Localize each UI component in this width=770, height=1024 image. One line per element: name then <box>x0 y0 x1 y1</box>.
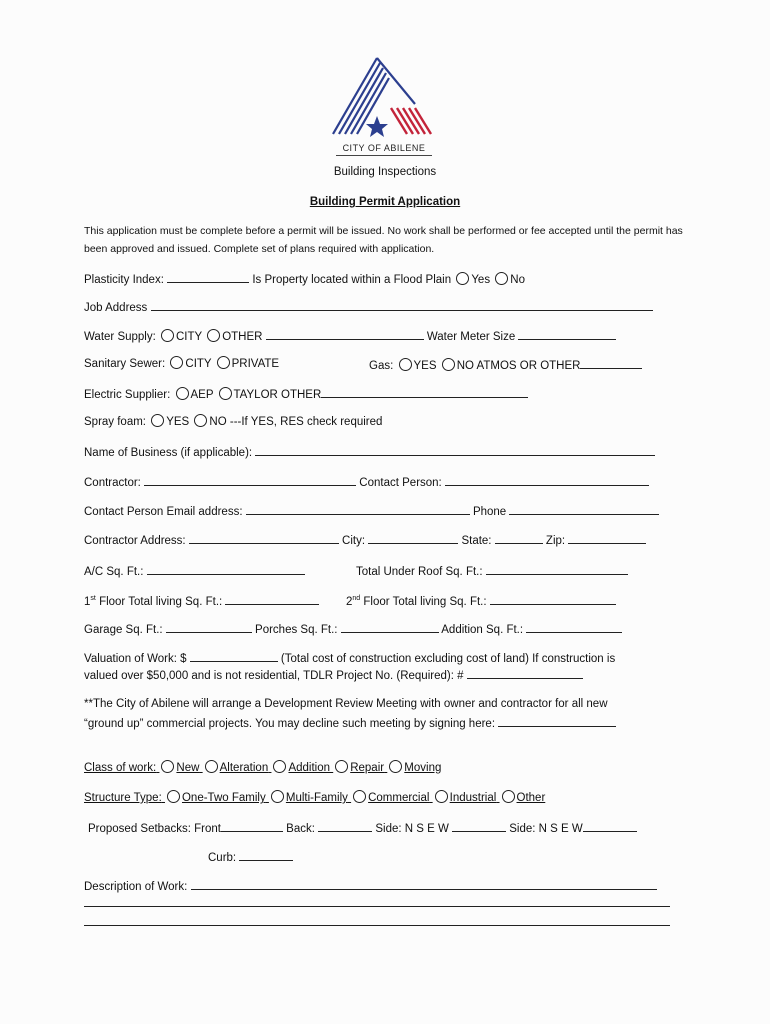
electric-other-label: OTHER <box>281 389 322 401</box>
setbacks-label: Proposed Setbacks: Front <box>88 823 221 835</box>
review-signature-field[interactable] <box>498 714 616 727</box>
tdlr-row <box>84 666 583 682</box>
garage-row <box>84 620 622 636</box>
garage-field[interactable] <box>166 620 252 633</box>
sanitary-sewer-label: Sanitary Sewer: <box>84 358 166 370</box>
plasticity-row <box>84 270 525 286</box>
state-field[interactable] <box>495 531 543 544</box>
electric-aep-radio[interactable] <box>176 387 189 400</box>
valuation-row <box>84 649 615 665</box>
class-of-work-row <box>84 760 441 776</box>
job-address-field[interactable] <box>151 298 653 311</box>
first-floor-row <box>84 591 319 607</box>
class-repair-radio[interactable] <box>335 760 348 773</box>
sewer-city-radio[interactable] <box>170 356 183 369</box>
total-roof-field[interactable] <box>486 562 628 575</box>
setback-back-field[interactable] <box>318 819 372 832</box>
tdlr-label: valued over $50,000 and is not residential, TDLR Project No. (Required): # <box>84 670 464 682</box>
form-title: Building Permit Application <box>309 196 461 208</box>
gas-yes-label: YES <box>413 360 437 372</box>
contractor-row <box>84 473 649 489</box>
water-other-field[interactable] <box>266 327 424 340</box>
addition-label: Addition Sq. Ft.: <box>441 624 524 636</box>
contact-email-field[interactable] <box>246 502 470 515</box>
spray-no-label: NO <box>209 416 227 428</box>
flood-no-label: No <box>510 274 525 286</box>
water-meter-label: Water Meter Size <box>426 331 516 343</box>
phone-field[interactable] <box>509 502 659 515</box>
valuation-note: (Total cost of construction excluding cost of land) If construction is <box>280 653 616 665</box>
structure-commercial-radio[interactable] <box>353 790 366 803</box>
water-meter-field[interactable] <box>518 327 616 340</box>
first-floor-field[interactable] <box>225 592 319 605</box>
ac-sqft-row <box>84 562 305 578</box>
electric-other-field[interactable] <box>321 385 528 398</box>
business-name-field[interactable] <box>255 443 655 456</box>
flood-no-radio[interactable] <box>495 272 508 285</box>
zip-label: Zip: <box>545 535 566 547</box>
contractor-address-row <box>84 531 646 547</box>
water-other-radio[interactable] <box>207 329 220 342</box>
sewer-row <box>84 356 279 372</box>
setback-back-label: Back: <box>286 823 315 835</box>
first-floor-label: 1st Floor Total living Sq. Ft.: <box>84 595 223 608</box>
sewer-private-label: PRIVATE <box>231 358 280 370</box>
phone-label: Phone <box>472 506 507 518</box>
setback-side1-label: Side: N S E W <box>375 823 449 835</box>
structure-multi-label: Multi-Family <box>285 792 348 804</box>
contractor-label: Contractor: <box>84 477 141 489</box>
class-of-work-label: Class of work: <box>84 762 157 774</box>
electric-label: Electric Supplier: <box>84 389 171 401</box>
class-alteration-label: Alteration <box>219 762 269 774</box>
review-text-1: **The City of Abilene will arrange a Development Review Meeting with owner and contractor for all new <box>84 698 608 710</box>
city-field[interactable] <box>368 531 458 544</box>
class-addition-radio[interactable] <box>273 760 286 773</box>
description-field[interactable] <box>191 877 657 890</box>
business-row <box>84 443 655 459</box>
structure-other-radio[interactable] <box>502 790 515 803</box>
spray-yes-radio[interactable] <box>151 414 164 427</box>
structure-one-two-radio[interactable] <box>167 790 180 803</box>
electric-taylor-label: TAYLOR <box>233 389 278 401</box>
gas-no-label: NO <box>456 360 474 372</box>
gas-atmos-label: ATMOS OR OTHER <box>476 360 581 372</box>
gas-yes-radio[interactable] <box>399 358 412 371</box>
structure-industrial-radio[interactable] <box>435 790 448 803</box>
porches-label: Porches Sq. Ft.: <box>255 624 338 636</box>
contact-person-label: Contact Person: <box>359 477 442 489</box>
second-floor-field[interactable] <box>490 592 616 605</box>
electric-aep-label: AEP <box>190 389 214 401</box>
city-name: CITY OF ABILENE <box>336 143 432 156</box>
class-moving-radio[interactable] <box>389 760 402 773</box>
water-other-label: OTHER <box>222 331 263 343</box>
class-repair-label: Repair <box>350 762 385 774</box>
class-alteration-radio[interactable] <box>205 760 218 773</box>
class-addition-label: Addition <box>288 762 330 774</box>
city-of-abilene-logo <box>327 52 437 144</box>
electric-row <box>84 385 528 401</box>
structure-commercial-label: Commercial <box>368 792 430 804</box>
spray-foam-row <box>84 414 382 430</box>
job-address-label: Job Address <box>84 302 148 314</box>
garage-label: Garage Sq. Ft.: <box>84 624 163 636</box>
description-line-2[interactable] <box>84 906 670 907</box>
structure-type-label: Structure Type: <box>84 792 162 804</box>
flood-yes-label: Yes <box>471 274 491 286</box>
structure-one-two-label: One-Two Family <box>181 792 266 804</box>
zip-field[interactable] <box>568 531 646 544</box>
structure-other-label: Other <box>516 792 546 804</box>
plasticity-label: Plasticity Index: <box>84 274 164 286</box>
total-roof-label: Total Under Roof Sq. Ft.: <box>356 566 483 578</box>
review-line-1 <box>84 696 608 712</box>
email-row <box>84 502 659 518</box>
curb-field[interactable] <box>239 848 293 861</box>
flood-plain-label: Is Property located within a Flood Plain <box>252 274 452 286</box>
water-supply-label: Water Supply: <box>84 331 156 343</box>
contact-person-field[interactable] <box>445 473 649 486</box>
state-label: State: <box>461 535 492 547</box>
gas-label: Gas: <box>369 360 394 372</box>
tdlr-field[interactable] <box>467 666 583 679</box>
water-city-label: CITY <box>176 331 202 343</box>
structure-type-row <box>84 790 545 806</box>
job-address-row <box>84 298 653 314</box>
second-floor-row <box>346 591 616 607</box>
spray-foam-label: Spray foam: <box>84 416 146 428</box>
addition-field[interactable] <box>526 620 622 633</box>
review-line-2 <box>84 714 616 730</box>
class-new-label: New <box>176 762 200 774</box>
flood-yes-radio[interactable] <box>456 272 469 285</box>
class-new-radio[interactable] <box>161 760 174 773</box>
porches-field[interactable] <box>341 620 439 633</box>
setbacks-row <box>88 819 637 835</box>
structure-industrial-label: Industrial <box>449 792 497 804</box>
sewer-city-label: CITY <box>185 358 212 370</box>
contractor-address-field[interactable] <box>189 531 339 544</box>
contact-email-label: Contact Person Email address: <box>84 506 243 518</box>
electric-taylor-radio[interactable] <box>219 387 232 400</box>
ac-sqft-label: A/C Sq. Ft.: <box>84 566 144 578</box>
spray-yes-label: YES <box>166 416 190 428</box>
description-line-3[interactable] <box>84 925 670 926</box>
valuation-label: Valuation of Work: $ <box>84 653 187 665</box>
description-row <box>84 877 657 893</box>
setback-front-field[interactable] <box>221 819 283 832</box>
water-supply-row <box>84 327 616 343</box>
spray-note: ---If YES, RES check required <box>229 416 383 428</box>
gas-row <box>369 356 642 372</box>
gas-no-radio[interactable] <box>442 358 455 371</box>
setback-side2-field[interactable] <box>583 819 637 832</box>
department-name: Building Inspections <box>333 166 437 178</box>
plasticity-field[interactable] <box>167 270 249 283</box>
description-label: Description of Work: <box>84 881 188 893</box>
business-name-label: Name of Business (if applicable): <box>84 447 253 459</box>
sewer-private-radio[interactable] <box>217 356 230 369</box>
roof-sqft-row <box>356 562 628 578</box>
curb-row <box>208 848 293 864</box>
intro-text: This application must be complete before a permit will be issued. No work shall be performed or fee accepted until the permit has been approved and issued. Complete set of plans required with application. <box>84 225 683 255</box>
ac-sqft-field[interactable] <box>147 562 305 575</box>
valuation-field[interactable] <box>190 649 278 662</box>
review-text-2: “ground up” commercial projects. You may decline such meeting by signing here: <box>84 718 496 730</box>
class-moving-label: Moving <box>404 762 442 774</box>
contractor-address-label: Contractor Address: <box>84 535 186 547</box>
city-label: City: <box>342 535 366 547</box>
water-city-radio[interactable] <box>161 329 174 342</box>
spray-no-radio[interactable] <box>194 414 207 427</box>
setback-side2-label: Side: N S E W <box>509 823 583 835</box>
setback-side1-field[interactable] <box>452 819 506 832</box>
curb-label: Curb: <box>208 852 237 864</box>
gas-other-field[interactable] <box>580 356 642 369</box>
contractor-field[interactable] <box>144 473 356 486</box>
second-floor-label: 2nd Floor Total living Sq. Ft.: <box>346 595 487 608</box>
structure-multi-radio[interactable] <box>271 790 284 803</box>
